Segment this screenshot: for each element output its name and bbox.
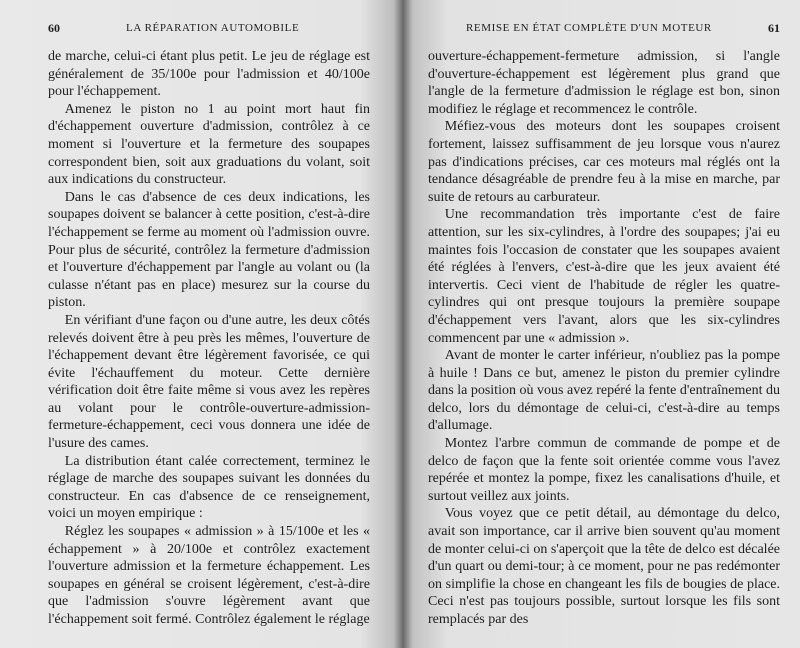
paragraph: Une recommandation très importante c'est de faire attention, sur les six-cylindres, à l'ordre des soupapes; j'ai eu maintes fois l'occasion de constater que les soupapes avaient été réglées à l'envers, c'est-à-dire que les jeux avaient été intervertis. Ceci vient de l'habitude de régler les quatre-cylindres qui ont presque toujours la première soupape d'échappement vers l'avant, alors que les six-cylindres commencent par une « admission ». [428, 207, 780, 346]
running-head: LA RÉPARATION AUTOMOBILE [126, 22, 300, 34]
running-head: REMISE EN ÉTAT COMPLÈTE D'UN MOTEUR [466, 22, 712, 34]
right-page-body [428, 48, 780, 629]
page-number: 60 [48, 21, 60, 35]
paragraph: ouverture-échappement-fermeture admission, si l'angle d'ouverture-échappement est légèrement plus grand que l'angle de la fermeture d'admission le réglage est bon, sinon modifiez le réglage et recommencez le contrôle. [428, 49, 780, 117]
right-page [408, 0, 800, 648]
paragraph: Montez l'arbre commun de commande de pompe et de delco de façon que la fente soit orientée comme vous l'avez repérée et montez la pompe, fixez les canalisations d'huile, et surtout veillez aux joints. [428, 436, 780, 504]
left-page-body [48, 48, 370, 629]
paragraph: Dans le cas d'absence de ces deux indications, les soupapes doivent se balancer à cette position, c'est-à-dire l'échappement se ferme au moment où l'admission ouvre. Pour plus de sécurité, contrôlez la fermeture d'admission et l'ouverture d'échappement par l'angle au volant ou (la culasse n'étant pas en place) mesurez sur la course du piston. [48, 189, 370, 311]
paragraph: Vous voyez que ce petit détail, au démontage du delco, avait son importance, car il arrive bien souvent qu'au moment de monter celui-ci on s'aperçoit que la tête de delco est décalée d'un quart ou demi-tour; à ce moment, pour ne pas redémonter on simplifie la chose en changeant les fils de bougies de place. Ceci n'est pas toujours possible, surtout lorsque les fils sont remplacés par des [428, 506, 780, 627]
paragraph: En vérifiant d'une façon ou d'une autre, les deux côtés relevés doivent être à peu près les mêmes, l'ouverture de l'échappement devant être légèrement favorisée, ce qui évite l'échauffement du moteur. Cette dernière vérification doit être faite même si vous avez les repères au volant pour le contrôle-ouverture-admission-fermeture-échappement, ceci vous donnera une idée de l'usure des cames. [48, 312, 370, 452]
paragraph: La distribution étant calée correctement, terminez le réglage de marche des soupapes suivant les données du constructeur. En cas d'absence de ce renseignement, voici un moyen empirique : [48, 453, 370, 522]
paragraph: Avant de monter le carter inférieur, n'oubliez pas la pompe à huile ! Dans ce but, amenez le piston du premier cylindre dans la position où vous avez repéré la fente d'entraînement du delco, lors du démontage de celui-ci, c'est-à-dire au temps d'allumage. [428, 348, 780, 434]
page-number: 61 [768, 21, 780, 35]
paragraph: Amenez le piston no 1 au point mort haut fin d'échappement ouverture d'admission, contrôlez à ce moment si l'ouverture et la fermeture des soupapes correspondent bien, soit aux graduations du volant, soit aux indications du constructeur. [48, 101, 370, 188]
paragraph: Réglez les soupapes « admission » à 15/100e et les « échappement » à 20/100e et contrôlez exactement l'ouverture admission et la fermeture échappement. Les soupapes en général se croisent légèrement, c'est-à-dire que l'admission s'ouvre légèrement avant que l'échappement soit fermé. Contrôlez également le réglage [48, 524, 370, 627]
paragraph: de marche, celui-ci étant plus petit. Le jeu de réglage est généralement de 35/100e pour l'admission et 40/100e pour l'échappement. [48, 49, 370, 100]
paragraph: Méfiez-vous des moteurs dont les soupapes croisent fortement, laissez suffisamment de jeu lorsque vous n'aurez pas d'indications précises, car ces moteurs mal réglés ont la tendance désagréable de prendre feu à la mise en marche, par suite de retours au carburateur. [428, 119, 780, 205]
